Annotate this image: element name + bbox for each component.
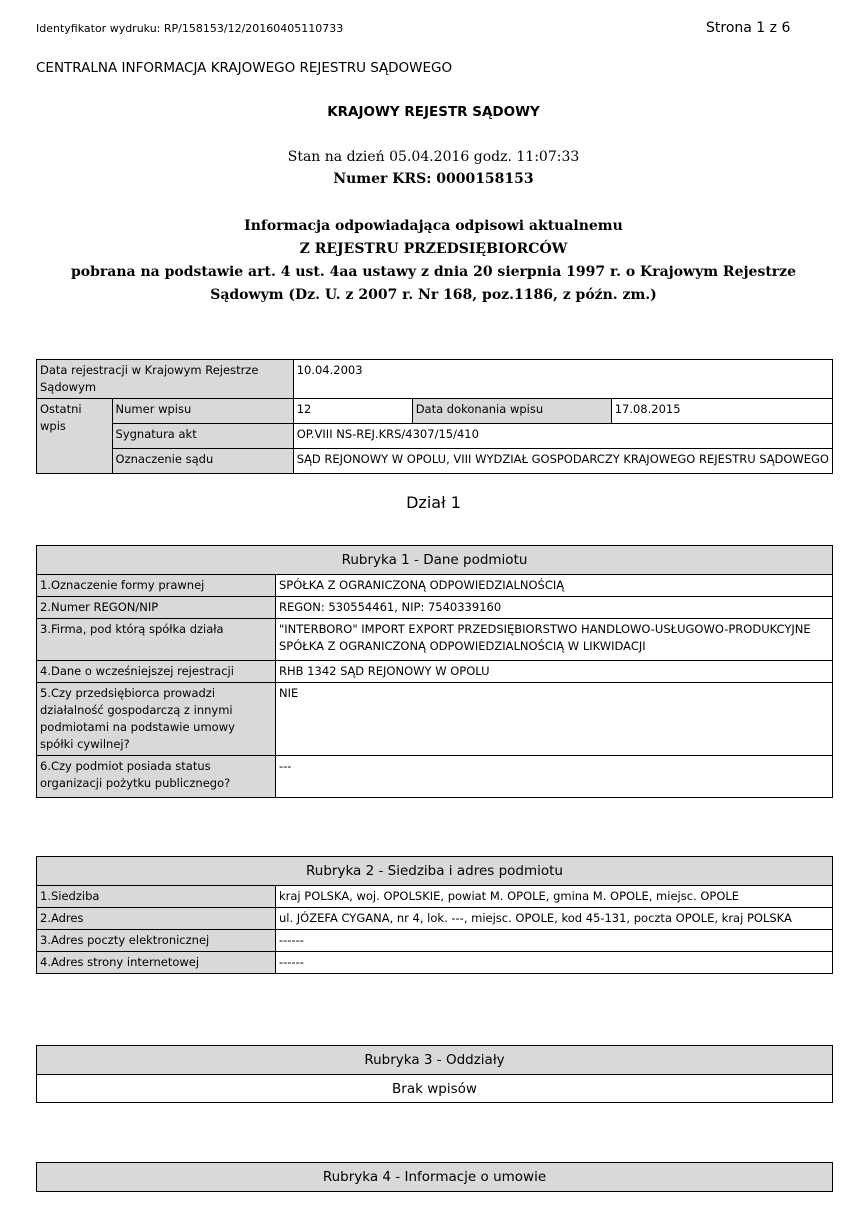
signature-value: OP.VIII NS-REJ.KRS/4307/15/410 [293,424,832,449]
table-row [37,619,833,661]
entry-date-value: 17.08.2015 [611,399,832,424]
table-row [37,661,833,683]
row-value: ------ [276,930,833,952]
table-row [37,952,833,974]
row-value: "INTERBORO" IMPORT EXPORT PRZEDSIĘBIORSTWO HANDLOWO-USŁUGOWO-PRODUKCYJNE SPÓŁKA Z OGRANICZONĄ ODPOWIEDZIALNOŚCIĄ W LIKWIDACJI [276,619,833,661]
row-label: 1.Siedziba [37,886,276,908]
row-label: 2.Numer REGON/NIP [37,597,276,619]
table-row [37,930,833,952]
registration-table [36,359,833,474]
rubryka-1-title: Rubryka 1 - Dane podmiotu [37,546,833,575]
central-info-heading: CENTRALNA INFORMACJA KRAJOWEGO REJESTRU SĄDOWEGO [36,60,453,76]
table-row [37,886,833,908]
table-row [37,683,833,756]
rubryka-3-title: Rubryka 3 - Oddziały [37,1046,833,1075]
table-row [37,908,833,930]
table-row [37,756,833,798]
state-date: Stan na dzień 05.04.2016 godz. 11:07:33 [287,149,580,165]
entry-number-label: Numer wpisu [112,399,293,424]
rubryka-3-table [36,1045,833,1103]
rubryka-2-table [36,856,833,974]
row-value: kraj POLSKA, woj. OPOLSKIE, powiat M. OPOLE, gmina M. OPOLE, miejsc. OPOLE [276,886,833,908]
signature-label: Sygnatura akt [112,424,293,449]
rubryka-4-table [36,1162,833,1192]
last-entry-label: Ostatni wpis [37,399,113,474]
table-row [37,575,833,597]
row-label: 1.Oznaczenie formy prawnej [37,575,276,597]
rubryka-1-table [36,545,833,798]
info-line-3: pobrana na podstawie art. 4 ust. 4aa ustawy z dnia 20 sierpnia 1997 r. o Krajowym Rejestrze [70,264,797,280]
row-label: 3.Firma, pod którą spółka działa [37,619,276,661]
rubryka-2-title: Rubryka 2 - Siedziba i adres podmiotu [37,857,833,886]
row-value: --- [276,756,833,798]
rubryka-4-title: Rubryka 4 - Informacje o umowie [37,1163,833,1192]
page-number: Strona 1 z 6 [706,20,791,36]
court-value: SĄD REJONOWY W OPOLU, VIII WYDZIAŁ GOSPODARCZY KRAJOWEGO REJESTRU SĄDOWEGO [293,449,832,474]
info-line-4: Sądowym (Dz. U. z 2007 r. Nr 168, poz.1186, z późn. zm.) [210,287,657,303]
info-line-2: Z REJESTRU PRZEDSIĘBIORCÓW [299,241,568,257]
krs-number: Numer KRS: 0000158153 [333,171,534,187]
no-entries: Brak wpisów [37,1075,833,1103]
row-value: ul. JÓZEFA CYGANA, nr 4, lok. ---, miejsc. OPOLE, kod 45-131, poczta OPOLE, kraj POLSKA [276,908,833,930]
print-identifier: Identyfikator wydruku: RP/158153/12/20160405110733 [36,22,344,35]
entry-date-label: Data dokonania wpisu [412,399,611,424]
row-value: RHB 1342 SĄD REJONOWY W OPOLU [276,661,833,683]
entry-number-value: 12 [293,399,412,424]
row-label: 4.Dane o wcześniejszej rejestracji [37,661,276,683]
row-value: ------ [276,952,833,974]
section-title: Dział 1 [406,493,461,512]
row-label: 5.Czy przedsiębiorca prowadzi działalność gospodarczą z innymi podmiotami na podstawie umowy spółki cywilnej? [37,683,276,756]
row-value: SPÓŁKA Z OGRANICZONĄ ODPOWIEDZIALNOŚCIĄ [276,575,833,597]
registry-title: KRAJOWY REJESTR SĄDOWY [327,104,540,120]
court-label: Oznaczenie sądu [112,449,293,474]
row-label: 4.Adres strony internetowej [37,952,276,974]
row-label: 2.Adres [37,908,276,930]
registration-date-label: Data rejestracji w Krajowym Rejestrze Sądowym [37,360,294,399]
info-heading [0,215,867,307]
row-value: REGON: 530554461, NIP: 7540339160 [276,597,833,619]
registration-date-value: 10.04.2003 [293,360,832,399]
row-value: NIE [276,683,833,756]
info-line-1: Informacja odpowiadająca odpisowi aktualnemu [244,218,623,234]
row-label: 3.Adres poczty elektronicznej [37,930,276,952]
row-label: 6.Czy podmiot posiada status organizacji pożytku publicznego? [37,756,276,798]
table-row [37,597,833,619]
